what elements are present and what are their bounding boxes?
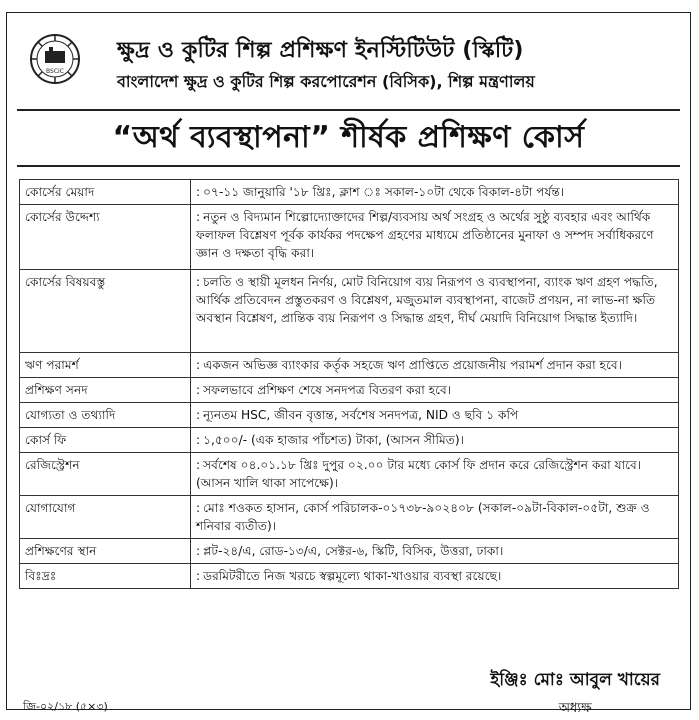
- table-row: যোগাযোগ : মোঃ শওকত হাসান, কোর্স পরিচালক-০১৭৩৮-৯০২৪০৮ (সকাল-০৯টা-বিকাল-০৫টা, শুক্র ও শনিবার ব্যতীত)।: [20, 496, 679, 539]
- reference-number: জি-০২/১৮ (৫×৩): [23, 700, 108, 713]
- row-label: কোর্স ফি: [20, 428, 191, 453]
- row-label: ঋণ পরামর্শ: [20, 353, 191, 378]
- row-value: চলতি ও স্থায়ী মূলধন নির্ণয়, মোট বিনিয়োগ ব্যয় নিরূপণ ও ব্যবস্থাপনা, ব্যাংক ঋণ গ্রহণ পদ্ধতি, আর্থিক প্রতিবেদন প্রস্তুতকরণ ও বিশ্লেষণ, মজুতমাল ব্যবস্থাপনা, বাজেট প্রণয়ন, না লাভ-না ক্ষতি অবস্থান বিশ্লেষণ, প্রান্তিক ব্যয় নিরূপণ ও সিদ্ধান্ত গ্রহণ, দীর্ঘ মেয়াদি বিনিয়োগ সিদ্ধান্ত ইত্যাদি।: [196, 275, 658, 325]
- row-label: প্রশিক্ষণ সনদ: [20, 378, 191, 403]
- row-label: কোর্সের বিষয়বস্তু: [20, 270, 191, 353]
- table-row: যোগ্যতা ও তথ্যাদি : ন্যূনতম HSC, জীবন বৃত্তান্ত, সর্বশেষ সনদপত্র, NID ও ছবি ১ কপি: [20, 403, 679, 428]
- row-label: রেজিস্ট্রেশন: [20, 453, 191, 496]
- row-value: ন্যূনতম HSC, জীবন বৃত্তান্ত, সর্বশেষ সনদপত্র, NID ও ছবি ১ কপি: [203, 408, 519, 422]
- table-row: ঋণ পরামর্শ : একজন অভিজ্ঞ ব্যাংকার কর্তৃক সহজে ঋণ প্রাপ্তিতে প্রয়োজনীয় পরামর্শ প্রদান করা হবে।: [20, 353, 679, 378]
- signatory-name: ইঞ্জিঃ মোঃ আবুল খায়ের: [490, 670, 660, 690]
- row-label: কোর্সের উদ্দেশ্য: [20, 205, 191, 270]
- row-value: ১,৫০০/- (এক হাজার পাঁচশত) টাকা, (আসন সীমিত)।: [203, 433, 464, 447]
- row-label: যোগ্যতা ও তথ্যাদি: [20, 403, 191, 428]
- org-subtitle: বাংলাদেশ ক্ষুদ্র ও কুটির শিল্প করপোরেশন (বিসিক), শিল্প মন্ত্রণালয়: [117, 72, 535, 91]
- advertisement-frame: [6, 12, 691, 716]
- course-title: “অর্থ ব্যবস্থাপনা” শীর্ষক প্রশিক্ষণ কোর্স: [112, 119, 585, 155]
- course-info-table: [19, 179, 679, 589]
- logo-text: BSCIC: [46, 68, 64, 75]
- org-title: ক্ষুদ্র ও কুটির শিল্প প্রশিক্ষণ ইনস্টিটিউট (স্কিটি): [117, 38, 524, 63]
- table-row: বিঃদ্রঃ : ডরমিটরীতে নিজ খরচে স্বল্পমূল্যে থাকা-খাওয়ার ব্যবস্থা রয়েছে।: [20, 564, 679, 589]
- table-row: প্রশিক্ষণের স্থান : প্লট-২৪/এ, রোড-১৩/এ, সেক্টর-৬, স্কিটি, বিসিক, উত্তরা, ঢাকা।: [20, 539, 679, 564]
- row-label: প্রশিক্ষণের স্থান: [20, 539, 191, 564]
- row-value: সফলভাবে প্রশিক্ষণ শেষে সনদপত্র বিতরণ করা হবে।: [203, 383, 452, 397]
- row-label: যোগাযোগ: [20, 496, 191, 539]
- row-value: ডরমিটরীতে নিজ খরচে স্বল্পমূল্যে থাকা-খাওয়ার ব্যবস্থা রয়েছে।: [203, 569, 502, 583]
- table-row: কোর্স ফি : ১,৫০০/- (এক হাজার পাঁচশত) টাকা, (আসন সীমিত)।: [20, 428, 679, 453]
- table-row: কোর্সের উদ্দেশ্য : নতুন ও বিদ্যমান শিল্পোদ্যোক্তাদের শিল্প/ব্যবসায় অর্থ সংগ্রহ ও অর্থের সুষ্ঠু ব্যবহার এবং আর্থিক ফলাফল বিশ্লেষণ পূর্বক কার্যকর পদক্ষেপ গ্রহণের মাধ্যমে প্রতিষ্ঠানের মুনাফা ও সম্পদ সর্বাধিকরণে জ্ঞান ও দক্ষতা বৃদ্ধি করা।: [20, 205, 679, 270]
- table-row: কোর্সের মেয়াদ : ০৭-১১ জানুয়ারি '১৮ খ্রিঃ, ক্লাশ ঃ সকাল-১০টা থেকে বিকাল-৪টা পর্যন্ত।: [20, 180, 679, 205]
- signatory-title: অধ্যক্ষ: [558, 701, 592, 716]
- bscic-logo-icon: [29, 33, 81, 85]
- course-banner: [17, 109, 680, 167]
- row-label: বিঃদ্রঃ: [20, 564, 191, 589]
- row-value: সর্বশেষ ০৪.০১.১৮ খ্রিঃ দুপুর ০২.০০ টার মধ্যে কোর্স ফি প্রদান করে রেজিস্ট্রেশন করা যাবে। (আসন খালি থাকা সাপেক্ষে)।: [196, 458, 642, 490]
- row-label: কোর্সের মেয়াদ: [20, 180, 191, 205]
- row-value: নতুন ও বিদ্যমান শিল্পোদ্যোক্তাদের শিল্প/ব্যবসায় অর্থ সংগ্রহ ও অর্থের সুষ্ঠু ব্যবহার এবং আর্থিক ফলাফল বিশ্লেষণ পূর্বক কার্যকর পদক্ষেপ গ্রহণের মাধ্যমে প্রতিষ্ঠানের মুনাফা ও সম্পদ সর্বাধিকরণে জ্ঞান ও দক্ষতা বৃদ্ধি করা।: [196, 210, 654, 260]
- signature-block: [490, 667, 660, 720]
- table-row: রেজিস্ট্রেশন : সর্বশেষ ০৪.০১.১৮ খ্রিঃ দুপুর ০২.০০ টার মধ্যে কোর্স ফি প্রদান করে রেজিস্ট্রেশন করা যাবে। (আসন খালি থাকা সাপেক্ষে)।: [20, 453, 679, 496]
- row-value: মোঃ শওকত হাসান, কোর্স পরিচালক-০১৭৩৮-৯০২৪০৮ (সকাল-০৯টা-বিকাল-০৫টা, শুক্র ও শনিবার ব্যতীত)।: [196, 501, 650, 533]
- header: [7, 13, 690, 105]
- table-row: কোর্সের বিষয়বস্তু : চলতি ও স্থায়ী মূলধন নির্ণয়, মোট বিনিয়োগ ব্যয় নিরূপণ ও ব্যবস্থাপনা, ব্যাংক ঋণ গ্রহণ পদ্ধতি, আর্থিক প্রতিবেদন প্রস্তুতকরণ ও বিশ্লেষণ, মজুতমাল ব্যবস্থাপনা, বাজেট প্রণয়ন, না লাভ-না ক্ষতি অবস্থান বিশ্লেষণ, প্রান্তিক ব্যয় নিরূপণ ও সিদ্ধান্ত গ্রহণ, দীর্ঘ মেয়াদি বিনিয়োগ সিদ্ধান্ত ইত্যাদি।: [20, 270, 679, 353]
- table-row: প্রশিক্ষণ সনদ : সফলভাবে প্রশিক্ষণ শেষে সনদপত্র বিতরণ করা হবে।: [20, 378, 679, 403]
- row-value: ০৭-১১ জানুয়ারি '১৮ খ্রিঃ, ক্লাশ ঃ সকাল-১০টা থেকে বিকাল-৪টা পর্যন্ত।: [203, 185, 565, 199]
- row-value: প্লট-২৪/এ, রোড-১৩/এ, সেক্টর-৬, স্কিটি, বিসিক, উত্তরা, ঢাকা।: [203, 544, 504, 558]
- row-value: একজন অভিজ্ঞ ব্যাংকার কর্তৃক সহজে ঋণ প্রাপ্তিতে প্রয়োজনীয় পরামর্শ প্রদান করা হবে।: [203, 358, 622, 372]
